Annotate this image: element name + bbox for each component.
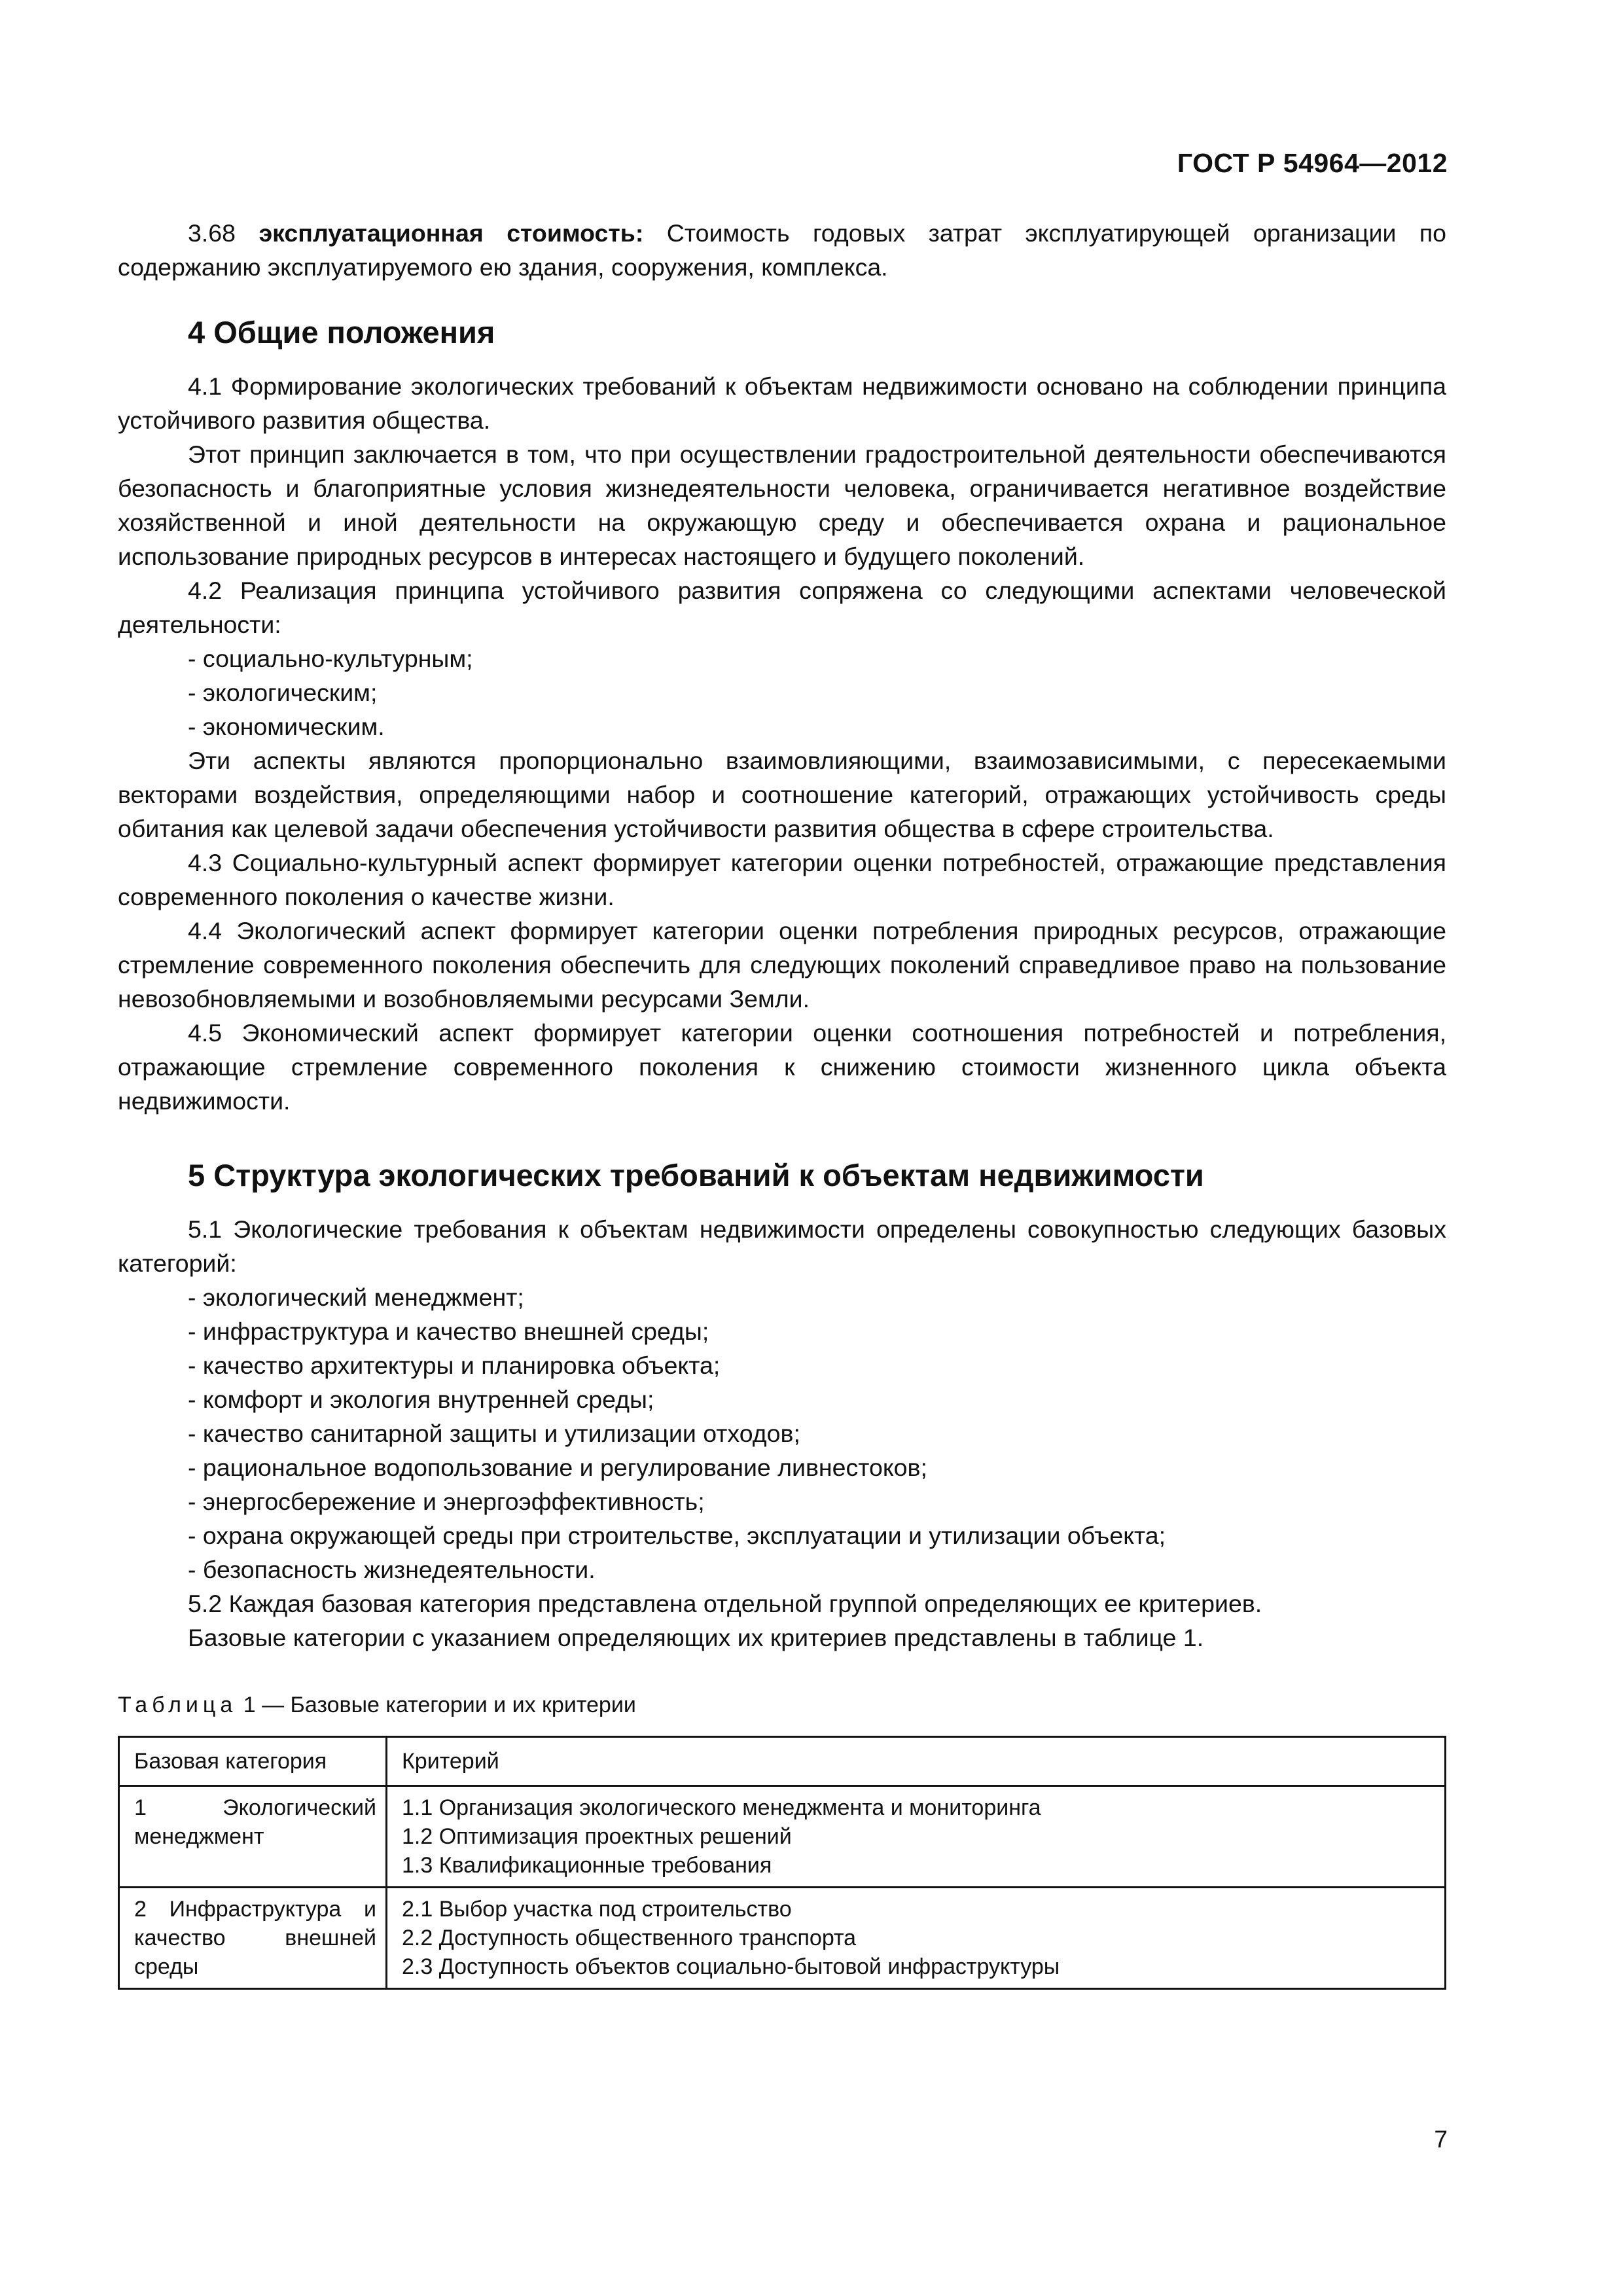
table-cell-category: 1 Экологический менеджмент bbox=[119, 1786, 387, 1888]
table-cell-criteria bbox=[387, 1786, 1446, 1888]
paragraph-4-2-aspects: Эти аспекты являются пропорционально взаимовлияющими, взаимозависимыми, с пересекаемыми векторами воздействия, определяющими набор и соотношение категорий, отражающих устойчивость среды обитания как целевой задачи обеспечения устойчивости развития общества в сфере строительства. bbox=[118, 747, 1446, 842]
list-item: - качество санитарной защиты и утилизации отходов; bbox=[188, 1420, 800, 1447]
table-caption bbox=[118, 1690, 1446, 1720]
list-item: - инфраструктура и качество внешней среды; bbox=[188, 1318, 709, 1345]
list-item: - социально-культурным; bbox=[188, 645, 473, 672]
table-cell-category: 2 Инфраструктура и качество внешней среды bbox=[119, 1888, 387, 1989]
paragraph-4-5: 4.5 Экономический аспект формирует категории оценки соотношения потребностей и потребления, отражающие стремление современного поколения к снижению стоимости жизненного цикла объекта недвижимости. bbox=[118, 1019, 1446, 1115]
table-caption-label: Таблица bbox=[118, 1693, 238, 1717]
paragraph-4-1: 4.1 Формирование экологических требований к объектам недвижимости основано на соблюдении принципа устойчивого развития общества. bbox=[118, 372, 1446, 434]
paragraph-5-2: 5.2 Каждая базовая категория представлена отдельной группой определяющих ее критериев. bbox=[188, 1590, 1262, 1617]
definition-number: 3.68 bbox=[188, 219, 236, 247]
criterion-item: 2.3 Доступность объектов социально-бытовой инфраструктуры bbox=[402, 1954, 1060, 1979]
table-header-criterion: Критерий bbox=[387, 1737, 1446, 1786]
paragraph-4-1-principle: Этот принцип заключается в том, что при осуществлении градостроительной деятельности обеспечиваются безопасность и благоприятные условия жизнедеятельности человека, ограничивается негативное воздействие хозяйственной и иной деятельности на окружающую среду и обеспечивается охрана и рациональное использование природных ресурсов в интересах настоящего и будущего поколений. bbox=[118, 440, 1446, 570]
list-item: - экологический менеджмент; bbox=[188, 1283, 524, 1311]
list-item: - экономическим. bbox=[188, 713, 385, 740]
page-number: 7 bbox=[1434, 2126, 1448, 2153]
page-content bbox=[118, 216, 1446, 1990]
table-cell-criteria bbox=[387, 1888, 1446, 1989]
list-item: - комфорт и экология внутренней среды; bbox=[188, 1386, 654, 1413]
paragraph-4-3: 4.3 Социально-культурный аспект формирует категории оценки потребностей, отражающие представления современного поколения о качестве жизни. bbox=[118, 849, 1446, 910]
list-item: - рациональное водопользование и регулирование ливнестоков; bbox=[188, 1454, 927, 1481]
section-5-heading: 5 Структура экологических требований к объектам недвижимости bbox=[188, 1158, 1204, 1193]
criterion-item: 2.2 Доступность общественного транспорта bbox=[402, 1926, 857, 1950]
criterion-item: 1.3 Квалификационные требования bbox=[402, 1853, 772, 1878]
document-standard-id: ГОСТ Р 54964—2012 bbox=[1177, 148, 1448, 178]
paragraph-4-4: 4.4 Экологический аспект формирует категории оценки потребления природных ресурсов, отражающие стремление современного поколения обеспечить для следующих поколений справедливое право на пользование невозобновляемыми и возобновляемыми ресурсами Земли. bbox=[118, 917, 1446, 1013]
paragraph-5-1: 5.1 Экологические требования к объектам недвижимости определены совокупностью следующих базовых категорий: bbox=[118, 1215, 1446, 1277]
list-item: - безопасность жизнедеятельности. bbox=[188, 1556, 596, 1583]
table-row bbox=[119, 1786, 1446, 1888]
definition-3-68 bbox=[118, 216, 1446, 284]
criterion-item: 1.1 Организация экологического менеджмента и мониторинга bbox=[402, 1795, 1041, 1820]
criterion-item: 1.2 Оптимизация проектных решений bbox=[402, 1824, 792, 1849]
table-header-category: Базовая категория bbox=[119, 1737, 387, 1786]
paragraph-5-2-table-ref: Базовые категории с указанием определяющих их критериев представлены в таблице 1. bbox=[188, 1624, 1204, 1651]
criteria-table bbox=[118, 1736, 1446, 1990]
criterion-item: 2.1 Выбор участка под строительство bbox=[402, 1897, 792, 1922]
section-4-heading: 4 Общие положения bbox=[188, 315, 495, 350]
definition-term: эксплуатационная стоимость: bbox=[259, 219, 644, 247]
list-item: - охрана окружающей среды при строительстве, эксплуатации и утилизации объекта; bbox=[188, 1522, 1166, 1549]
table-row bbox=[119, 1888, 1446, 1989]
list-item: - качество архитектуры и планировка объекта; bbox=[188, 1352, 721, 1379]
list-item: - энергосбережение и энергоэффективность; bbox=[188, 1488, 705, 1515]
table-caption-title: 1 — Базовые категории и их критерии bbox=[237, 1693, 636, 1717]
list-item: - экологическим; bbox=[188, 679, 378, 706]
definition-text: Стоимость годовых затрат эксплуатирующей организации по содержанию эксплуатируемого ею здания, сооружения, комплекса. bbox=[118, 219, 1447, 281]
paragraph-4-2: 4.2 Реализация принципа устойчивого развития сопряжена со следующими аспектами человеческой деятельности: bbox=[118, 577, 1446, 638]
table-header-row bbox=[119, 1737, 1446, 1786]
